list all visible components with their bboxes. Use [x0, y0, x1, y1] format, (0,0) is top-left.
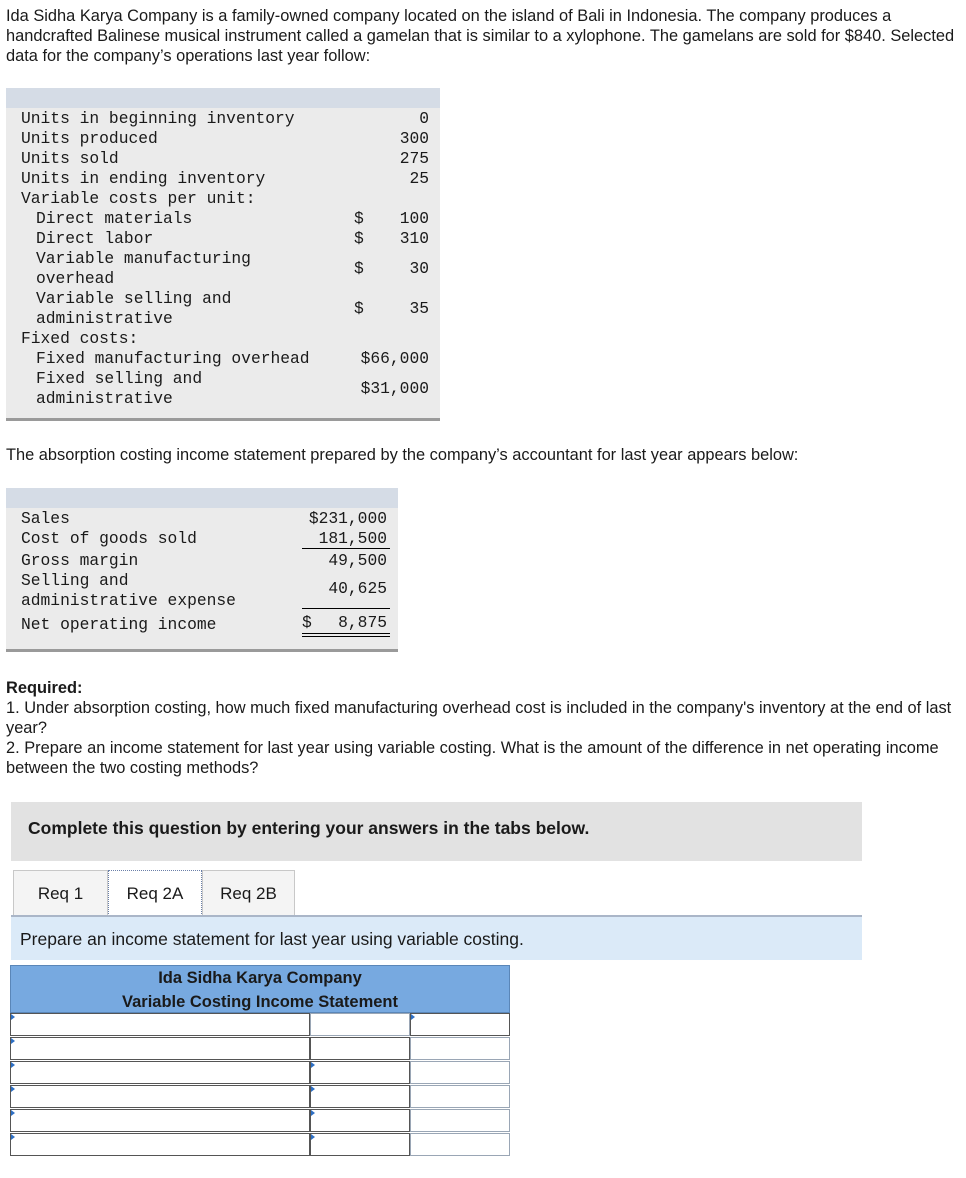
dropdown-marker-icon: [311, 1086, 315, 1092]
operations-data-table: [6, 88, 440, 421]
dropdown-marker-icon: [311, 1110, 315, 1116]
selling-admin-underline: [302, 608, 390, 609]
absorption-intro-text: The absorption costing income statement prepared by the company’s accountant for last year appears below:: [6, 446, 799, 464]
variable-mfg-overhead-value: 30: [409, 259, 429, 278]
label-input[interactable]: [10, 1109, 310, 1132]
tab-req-2b[interactable]: Req 2B: [202, 870, 295, 916]
gross-margin-label: Gross margin: [21, 551, 139, 570]
units-beginning-label: Units in beginning inventory: [21, 109, 295, 128]
fixed-mfg-overhead-value: $66,000: [360, 349, 429, 368]
requirement-tabs: [11, 870, 862, 916]
dropdown-marker-icon: [11, 1062, 15, 1068]
statement-company: Ida Sidha Karya Company: [158, 969, 362, 987]
sales-label: Sales: [21, 509, 70, 528]
gross-margin-value: 49,500: [328, 551, 387, 570]
variable-costing-statement: [10, 965, 510, 1013]
direct-labor-value: 310: [399, 229, 429, 248]
tab-req-2a[interactable]: Req 2A: [108, 870, 202, 916]
required-heading: Required:: [6, 679, 83, 697]
table-bottom-rule: [6, 649, 398, 652]
dropdown-marker-icon: [11, 1134, 15, 1140]
dropdown-marker-icon: [11, 1110, 15, 1116]
variable-mfg-overhead-sign: $: [354, 259, 364, 278]
label-input[interactable]: [10, 1037, 310, 1060]
selling-admin-label-2: administrative expense: [21, 591, 236, 610]
total-input[interactable]: [410, 1109, 510, 1132]
table-header-band: [6, 88, 440, 108]
cogs-underline: [302, 548, 390, 549]
required-section: [6, 678, 956, 778]
selling-admin-label-1: Selling and: [21, 571, 129, 590]
amount-input[interactable]: [310, 1013, 410, 1036]
total-input[interactable]: [410, 1133, 510, 1156]
variable-selling-admin-sign: $: [354, 299, 364, 318]
dropdown-marker-icon: [311, 1062, 315, 1068]
tab-req-1[interactable]: Req 1: [13, 870, 108, 916]
complete-question-banner: Complete this question by entering your answers in the tabs below.: [11, 802, 862, 861]
selling-admin-value: 40,625: [328, 579, 387, 598]
instruction-bar: Prepare an income statement for last year using variable costing.: [11, 917, 862, 960]
amount-input[interactable]: [310, 1133, 410, 1156]
table-bottom-rule: [6, 418, 440, 421]
units-beginning-value: 0: [419, 109, 429, 128]
units-sold-label: Units sold: [21, 149, 119, 168]
amount-input[interactable]: [310, 1109, 410, 1132]
cogs-label: Cost of goods sold: [21, 529, 197, 548]
total-input[interactable]: [410, 1013, 510, 1036]
fixed-selling-admin-label-1: Fixed selling and: [36, 369, 203, 388]
statement-header: [10, 965, 510, 1013]
variable-selling-admin-value: 35: [409, 299, 429, 318]
amount-input[interactable]: [310, 1037, 410, 1060]
total-input[interactable]: [410, 1061, 510, 1084]
fixed-selling-admin-value: $31,000: [360, 379, 429, 398]
label-input[interactable]: [10, 1085, 310, 1108]
net-operating-income-label: Net operating income: [21, 615, 217, 634]
label-input[interactable]: [10, 1133, 310, 1156]
noi-double-underline-2: [302, 636, 390, 637]
direct-materials-label: Direct materials: [36, 209, 193, 228]
variable-mfg-overhead-label-1: Variable manufacturing: [36, 249, 251, 268]
statement-title: Variable Costing Income Statement: [122, 993, 398, 1011]
variable-costs-heading: Variable costs per unit:: [21, 189, 256, 208]
units-produced-label: Units produced: [21, 129, 158, 148]
amount-input[interactable]: [310, 1085, 410, 1108]
total-input[interactable]: [410, 1085, 510, 1108]
variable-mfg-overhead-label-2: overhead: [36, 269, 115, 288]
required-question-1: 1. Under absorption costing, how much fixed manufacturing overhead cost is included in the company's inventory at the end of last year?: [6, 699, 952, 737]
fixed-selling-admin-label-2: administrative: [36, 389, 173, 408]
amount-input[interactable]: [310, 1061, 410, 1084]
cogs-value: 181,500: [318, 529, 387, 548]
variable-selling-admin-label-1: Variable selling and: [36, 289, 232, 308]
direct-labor-sign: $: [354, 229, 364, 248]
dropdown-marker-icon: [311, 1134, 315, 1140]
required-question-2: 2. Prepare an income statement for last year using variable costing. What is the amount of the difference in net operating income between the two costing methods?: [6, 739, 939, 777]
total-input[interactable]: [410, 1037, 510, 1060]
net-operating-income-sign: $: [302, 613, 312, 632]
fixed-costs-heading: Fixed costs:: [21, 329, 139, 348]
label-input[interactable]: [10, 1061, 310, 1084]
absorption-income-statement: [6, 488, 398, 652]
units-produced-value: 300: [399, 129, 429, 148]
units-ending-label: Units in ending inventory: [21, 169, 266, 188]
dropdown-marker-icon: [411, 1014, 415, 1020]
noi-double-underline-1: [302, 633, 390, 634]
units-sold-value: 275: [399, 149, 429, 168]
direct-materials-sign: $: [354, 209, 364, 228]
variable-selling-admin-label-2: administrative: [36, 309, 173, 328]
dropdown-marker-icon: [11, 1086, 15, 1092]
label-input[interactable]: [10, 1013, 310, 1036]
direct-labor-label: Direct labor: [36, 229, 154, 248]
dropdown-marker-icon: [11, 1038, 15, 1044]
sales-value: $231,000: [308, 509, 387, 528]
intro-paragraph: Ida Sidha Karya Company is a family-owned company located on the island of Bali in Indonesia. The company produces a handcrafted Balinese musical instrument called a gamelan that is similar to a xylophone. The gamelans are sold for $840. Selected data for the company’s operations last year follow:: [6, 7, 955, 65]
fixed-mfg-overhead-label: Fixed manufacturing overhead: [36, 349, 310, 368]
net-operating-income-value: 8,875: [338, 613, 387, 632]
direct-materials-value: 100: [399, 209, 429, 228]
units-ending-value: 25: [409, 169, 429, 188]
dropdown-marker-icon: [11, 1014, 15, 1020]
table-header-band: [6, 488, 398, 508]
